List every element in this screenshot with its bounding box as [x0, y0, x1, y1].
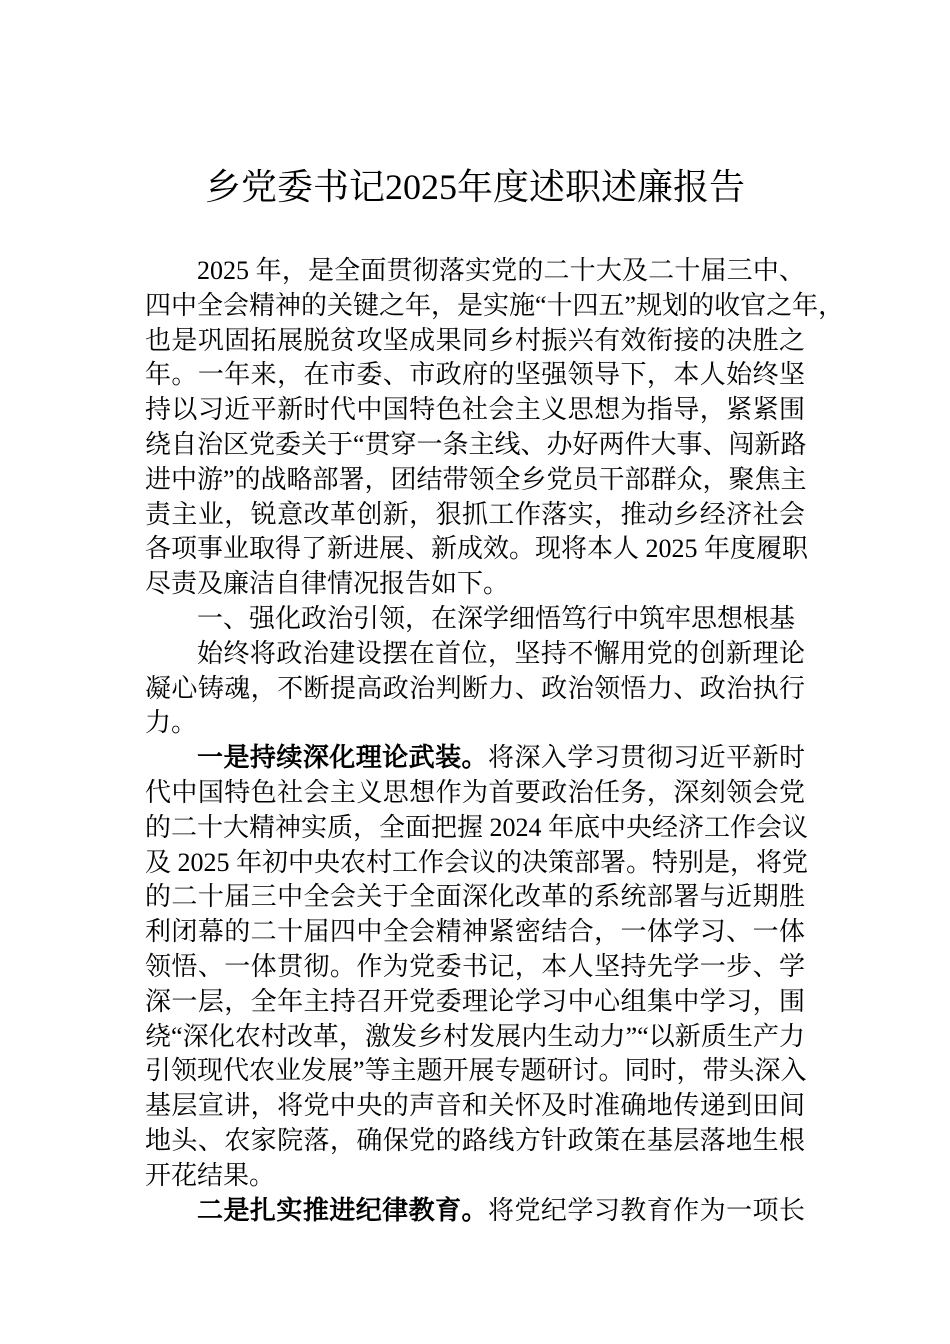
line-text: 及 2025 年初中央农村工作会议的决策部署。特别是，将党 [145, 847, 809, 877]
paragraph-line [145, 463, 805, 498]
paragraph-line [145, 950, 805, 985]
line-text: 责主业，锐意改革创新，狠抓工作落实，推动乡经济社会 [145, 499, 805, 529]
line-text: 代中国特色社会主义思想作为首要政治任务，深刻领会党 [145, 777, 805, 807]
section-heading [145, 602, 805, 637]
paragraph-line [145, 428, 805, 463]
line-text: 将深入学习贯彻习近平新时 [488, 743, 805, 773]
section-paragraph-line [145, 1194, 805, 1229]
paragraph-line [145, 1124, 805, 1159]
line-text: 力。 [145, 708, 198, 738]
line-text: 地头、农家院落，确保党的路线方针政策在基层落地生根 [145, 1125, 805, 1155]
line-text: 一、强化政治引领，在深学细悟笃行中筑牢思想根基 [197, 603, 796, 633]
paragraph-line [145, 637, 805, 672]
line-text: 基层宣讲，将党中央的声音和关怀及时准确地传递到田间 [145, 1091, 805, 1121]
paragraph-line [145, 254, 805, 289]
line-text: 绕自治区党委关于“贯穿一条主线、办好两件大事、闯新路 [145, 429, 807, 459]
line-text: 将党纪学习教育作为一项长 [488, 1195, 805, 1225]
paragraph-line [145, 358, 805, 393]
paragraph-line [145, 289, 845, 324]
paragraph-line [145, 532, 809, 567]
document-title: 乡党委书记2025年度述职述廉报告 [204, 167, 745, 207]
paragraph-line [145, 846, 809, 881]
paragraph-line [145, 324, 805, 359]
line-text: 进中游”的战略部署，团结带领全乡党员干部群众，聚焦主 [145, 464, 807, 494]
line-text: 的二十大精神实质，全面把握 2024 年底中央经济工作会议 [145, 812, 809, 842]
line-text: 尽责及廉洁自律情况报告如下。 [145, 569, 510, 599]
bold-lead-phrase: 二是扎实推进纪律教育。 [197, 1195, 488, 1225]
paragraph-line [145, 985, 805, 1020]
paragraph-line [145, 811, 809, 846]
line-text: 的二十届三中全会关于全面深化改革的系统部署与近期胜 [145, 882, 805, 912]
bold-lead-phrase: 一是持续深化理论武装。 [197, 743, 488, 773]
line-text: 凝心铸魂，不断提高政治判断力、政治领悟力、政治执行 [145, 673, 805, 703]
paragraph-line [145, 672, 805, 707]
line-text: 领悟、一体贯彻。作为党委书记，本人坚持先学一步、学 [145, 951, 805, 981]
line-text: 利闭幕的二十届四中全会精神紧密结合，一体学习、一体 [145, 917, 805, 947]
line-text: 持以习近平新时代中国特色社会主义思想为指导，紧紧围 [145, 395, 805, 425]
line-text: 也是巩固拓展脱贫攻坚成果同乡村振兴有效衔接的决胜之 [145, 325, 805, 355]
section-paragraph-line [145, 741, 805, 776]
paragraph-line [145, 776, 805, 811]
line-text: 2025 年，是全面贯彻落实党的二十大及二十届三中、 [197, 256, 805, 285]
line-text: 年。一年来，在市委、市政府的坚强领导下，本人始终坚 [145, 360, 805, 390]
paragraph-line [145, 706, 805, 741]
line-text: 绕“深化农村改革，激发乡村发展内生动力”“以新质生产力 [145, 1021, 805, 1051]
line-text: 各项事业取得了新进展、新成效。现将本人 2025 年度履职 [145, 534, 809, 564]
line-text: 四中全会精神的关键之年，是实施“十四五”规划的收官之年， [145, 290, 845, 320]
paragraph-line [145, 393, 805, 428]
line-text: 引领现代农业发展”等主题开展专题研讨。同时，带头深入 [145, 1056, 807, 1086]
paragraph-line [145, 1159, 805, 1194]
paragraph-line [145, 880, 805, 915]
paragraph-line [145, 567, 805, 602]
line-text: 深一层，全年主持召开党委理论学习中心组集中学习，围 [145, 986, 805, 1016]
line-text: 始终将政治建设摆在首位，坚持不懈用党的创新理论 [197, 638, 805, 668]
paragraph-line [145, 915, 805, 950]
paragraph-line [145, 1054, 805, 1089]
paragraph-line [145, 498, 805, 533]
document-body [145, 254, 845, 1228]
paragraph-line [145, 1089, 805, 1124]
line-text: 开花结果。 [145, 1160, 276, 1190]
paragraph-line [145, 1020, 805, 1055]
